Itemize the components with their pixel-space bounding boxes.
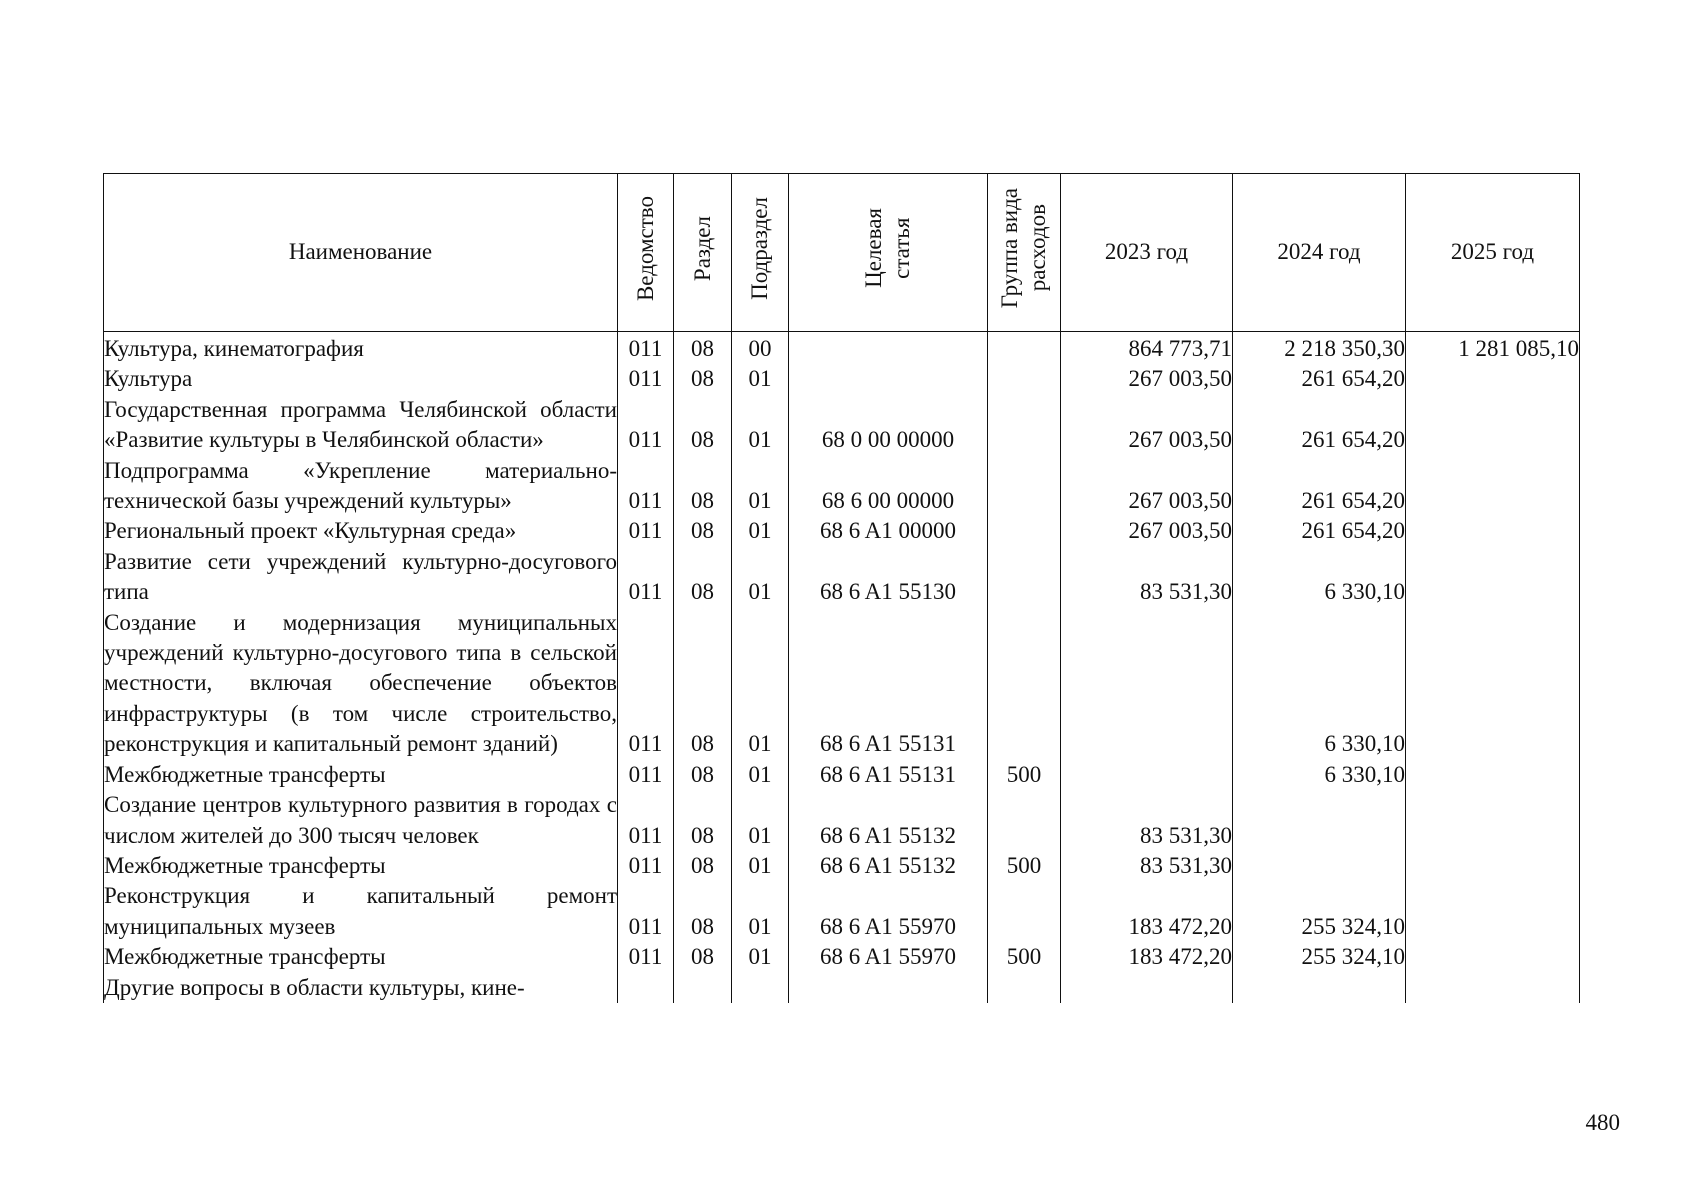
cell-name: Развитие сети учреждений культурно-досугового типа [104, 547, 618, 608]
cell-2023: 183 472,20 [1061, 942, 1233, 972]
page-number: 480 [1585, 1110, 1620, 1135]
cell-razdel: 08 [674, 942, 732, 972]
cell-vedomstvo: 011 [618, 456, 674, 517]
cell-2025 [1406, 942, 1580, 972]
cell-gruppa [988, 364, 1061, 394]
cell-2024: 261 654,20 [1233, 364, 1406, 394]
cell-vedomstvo: 011 [618, 942, 674, 972]
cell-podrazdel: 01 [732, 364, 789, 394]
cell-name: Региональный проект «Культурная среда» [104, 516, 618, 546]
cell-podrazdel: 01 [732, 608, 789, 760]
cell-podrazdel [732, 973, 789, 1003]
cell-razdel: 08 [674, 608, 732, 760]
header-2024: 2024 год [1233, 174, 1406, 332]
cell-2025 [1406, 608, 1580, 760]
cell-razdel: 08 [674, 881, 732, 942]
cell-2025 [1406, 516, 1580, 546]
table-row [104, 942, 1580, 972]
cell-name: Реконструкция и капитальный ремонт муниципальных музеев [104, 881, 618, 942]
table-row [104, 395, 1580, 456]
cell-podrazdel: 01 [732, 456, 789, 517]
cell-gruppa [988, 973, 1061, 1003]
cell-name: Межбюджетные трансферты [104, 851, 618, 881]
header-gruppa-vida-raskhodov: Группа вида расходов [988, 174, 1061, 332]
cell-name: Межбюджетные трансферты [104, 942, 618, 972]
cell-2024 [1233, 973, 1406, 1003]
cell-vedomstvo: 011 [618, 881, 674, 942]
cell-2023 [1061, 760, 1233, 790]
header-vedomstvo: Ведомство [618, 174, 674, 332]
cell-2024: 255 324,10 [1233, 942, 1406, 972]
table-header [104, 174, 1580, 332]
cell-2023: 267 003,50 [1061, 456, 1233, 517]
cell-gruppa [988, 881, 1061, 942]
cell-gruppa [988, 516, 1061, 546]
cell-name: Другие вопросы в области культуры, кине- [104, 973, 618, 1003]
header-razdel: Раздел [674, 174, 732, 332]
cell-2023 [1061, 973, 1233, 1003]
cell-podrazdel: 01 [732, 395, 789, 456]
cell-celevaya-statya: 68 6 A1 00000 [789, 516, 988, 546]
cell-gruppa [988, 608, 1061, 760]
cell-razdel: 08 [674, 332, 732, 365]
cell-podrazdel: 01 [732, 790, 789, 851]
cell-podrazdel: 01 [732, 547, 789, 608]
cell-celevaya-statya: 68 6 A1 55970 [789, 942, 988, 972]
cell-2025 [1406, 881, 1580, 942]
cell-gruppa [988, 456, 1061, 517]
cell-vedomstvo: 011 [618, 760, 674, 790]
cell-2025 [1406, 364, 1580, 394]
cell-vedomstvo: 011 [618, 547, 674, 608]
table-row [104, 456, 1580, 517]
cell-vedomstvo: 011 [618, 332, 674, 365]
cell-2023: 83 531,30 [1061, 547, 1233, 608]
header-2025: 2025 год [1406, 174, 1580, 332]
table-row [104, 547, 1580, 608]
table-row [104, 608, 1580, 760]
cell-name: Создание центров культурного развития в городах с числом жителей до 300 тысяч человек [104, 790, 618, 851]
cell-2023: 267 003,50 [1061, 395, 1233, 456]
cell-name: Создание и модернизация муниципальных учреждений культурно-досугового типа в сельской местности, включая обеспечение объектов инфраструктуры (в том числе строительство, реконструкция и капитальный ремонт зданий) [104, 608, 618, 760]
cell-razdel: 08 [674, 547, 732, 608]
table-row [104, 973, 1580, 1003]
cell-name: Межбюджетные трансферты [104, 760, 618, 790]
cell-name: Подпрограмма «Укрепление материально-технической базы учреждений культуры» [104, 456, 618, 517]
cell-name: Культура, кинематография [104, 332, 618, 365]
cell-celevaya-statya: 68 0 00 00000 [789, 395, 988, 456]
cell-vedomstvo: 011 [618, 516, 674, 546]
cell-2024: 261 654,20 [1233, 516, 1406, 546]
table-row [104, 364, 1580, 394]
cell-celevaya-statya: 68 6 00 00000 [789, 456, 988, 517]
cell-gruppa: 500 [988, 760, 1061, 790]
cell-gruppa: 500 [988, 942, 1061, 972]
cell-celevaya-statya: 68 6 A1 55131 [789, 760, 988, 790]
header-name: Наименование [104, 174, 618, 332]
cell-2024: 6 330,10 [1233, 608, 1406, 760]
cell-2023: 267 003,50 [1061, 364, 1233, 394]
table-row [104, 332, 1580, 365]
cell-2025 [1406, 456, 1580, 517]
cell-2023: 83 531,30 [1061, 790, 1233, 851]
cell-celevaya-statya: 68 6 A1 55132 [789, 851, 988, 881]
cell-celevaya-statya: 68 6 A1 55132 [789, 790, 988, 851]
header-podrazdel: Подраздел [732, 174, 789, 332]
table-body [104, 332, 1580, 1003]
cell-2023: 183 472,20 [1061, 881, 1233, 942]
cell-2025 [1406, 395, 1580, 456]
cell-2025 [1406, 760, 1580, 790]
header-2023: 2023 год [1061, 174, 1233, 332]
cell-2024: 6 330,10 [1233, 760, 1406, 790]
cell-razdel: 08 [674, 395, 732, 456]
cell-2024: 261 654,20 [1233, 456, 1406, 517]
cell-2024: 255 324,10 [1233, 881, 1406, 942]
cell-celevaya-statya [789, 973, 988, 1003]
cell-2025: 1 281 085,10 [1406, 332, 1580, 365]
cell-2025 [1406, 547, 1580, 608]
table-row [104, 881, 1580, 942]
cell-razdel [674, 973, 732, 1003]
cell-vedomstvo: 011 [618, 608, 674, 760]
cell-podrazdel: 00 [732, 332, 789, 365]
cell-podrazdel: 01 [732, 942, 789, 972]
cell-razdel: 08 [674, 790, 732, 851]
table-row [104, 760, 1580, 790]
cell-vedomstvo: 011 [618, 790, 674, 851]
cell-celevaya-statya [789, 332, 988, 365]
cell-vedomstvo: 011 [618, 395, 674, 456]
cell-gruppa: 500 [988, 851, 1061, 881]
cell-name: Государственная программа Челябинской области «Развитие культуры в Челябинской области» [104, 395, 618, 456]
cell-celevaya-statya: 68 6 A1 55130 [789, 547, 988, 608]
cell-podrazdel: 01 [732, 881, 789, 942]
cell-razdel: 08 [674, 456, 732, 517]
table-row [104, 516, 1580, 546]
cell-2023: 83 531,30 [1061, 851, 1233, 881]
cell-vedomstvo [618, 973, 674, 1003]
cell-gruppa [988, 790, 1061, 851]
table-row [104, 851, 1580, 881]
cell-2024 [1233, 851, 1406, 881]
cell-razdel: 08 [674, 760, 732, 790]
cell-celevaya-statya [789, 364, 988, 394]
cell-celevaya-statya: 68 6 A1 55131 [789, 608, 988, 760]
cell-2023: 864 773,71 [1061, 332, 1233, 365]
cell-razdel: 08 [674, 364, 732, 394]
cell-2023: 267 003,50 [1061, 516, 1233, 546]
cell-vedomstvo: 011 [618, 364, 674, 394]
cell-name: Культура [104, 364, 618, 394]
cell-2025 [1406, 851, 1580, 881]
cell-podrazdel: 01 [732, 516, 789, 546]
cell-razdel: 08 [674, 851, 732, 881]
cell-vedomstvo: 011 [618, 851, 674, 881]
cell-2025 [1406, 790, 1580, 851]
cell-razdel: 08 [674, 516, 732, 546]
cell-2024: 261 654,20 [1233, 395, 1406, 456]
cell-2024: 2 218 350,30 [1233, 332, 1406, 365]
table-row [104, 790, 1580, 851]
cell-celevaya-statya: 68 6 A1 55970 [789, 881, 988, 942]
cell-2024 [1233, 790, 1406, 851]
cell-gruppa [988, 332, 1061, 365]
cell-podrazdel: 01 [732, 760, 789, 790]
cell-podrazdel: 01 [732, 851, 789, 881]
cell-2024: 6 330,10 [1233, 547, 1406, 608]
budget-table [103, 173, 1580, 1003]
cell-gruppa [988, 395, 1061, 456]
cell-gruppa [988, 547, 1061, 608]
header-celevaya-statya: Целевая статья [789, 174, 988, 332]
cell-2025 [1406, 973, 1580, 1003]
cell-2023 [1061, 608, 1233, 760]
